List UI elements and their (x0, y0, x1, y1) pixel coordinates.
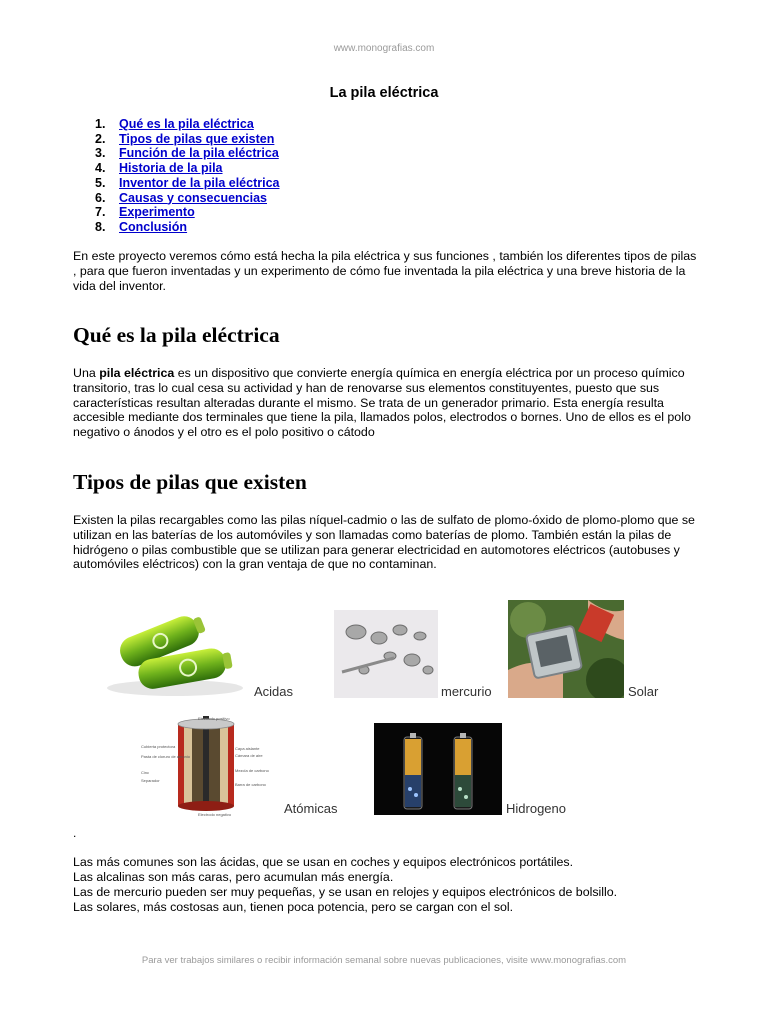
toc-number: 5. (95, 175, 106, 190)
toc-number: 7. (95, 205, 106, 220)
section-heading-que-es: Qué es la pila eléctrica (73, 323, 280, 347)
site-header: www.monografias.com (333, 43, 435, 54)
bold-term: pila eléctrica (99, 366, 175, 380)
intro-paragraph: En este proyecto veremos cómo está hecha la pila eléctrica y sus funciones , también los diferentes tipos de pilas , para que fueron inventadas y un experimento de cómo fue inventada la pila eléctrica y una breve historia de la vida del inventor. (73, 249, 697, 293)
section-paragraph-tipos: Existen la pilas recargables como las pilas níquel-cadmio o las de sulfato de plomo-óxido de plomo-plomo que se utilizan en las baterías de los automóviles y son llamadas como baterías de plomo. También están la pilas de hidrógeno o pilas combustible que se utilizan para generar electricidad en automotores eléctricos (autobuses y automóviles eléctricos) con la gran ventaja de que no contaminan. (73, 513, 695, 572)
toc-number: 3. (95, 146, 106, 161)
toc-number: 4. (95, 161, 106, 176)
toc-link[interactable]: Causas y consecuencias (119, 190, 267, 205)
toc-number: 8. (95, 219, 106, 234)
diagram-label: Cámara de aire (235, 753, 263, 758)
section-paragraph-que-es (73, 366, 703, 440)
diagram-label: Electrodo negativo (198, 812, 232, 817)
toc-link[interactable]: Tipos de pilas que existen (119, 131, 275, 146)
toc-item (95, 146, 279, 161)
toc-item (95, 220, 279, 235)
toc-link[interactable]: Función de la pila eléctrica (119, 146, 279, 161)
toc-item (95, 205, 279, 220)
mercury-batteries-image (334, 610, 438, 698)
toc-item (95, 117, 279, 132)
caption-mercurio: mercurio (441, 684, 492, 699)
toc-item (95, 191, 279, 206)
document-title: La pila eléctrica (329, 85, 439, 101)
toc-number: 1. (95, 117, 106, 131)
toc-link[interactable]: Inventor de la pila eléctrica (119, 175, 280, 190)
diagram-label: Mezcla de carbono (235, 768, 269, 773)
paragraph-text: es un dispositivo que convierte energía química en energía eléctrica por un proceso químico transitorio, tras lo cual cesa su actividad y han de renovarse sus elementos constituyentes, puesto que sus características resultan alteradas durante el mismo. Se trata de un generador primario. Esta energía resulta accesible mediante dos terminales que tiene la pila, llamados polos, electrodos o bornes. Uno de ellos es el polo negativo o ánodos y el otro es el polo positivo o cátodo (73, 366, 691, 440)
summary-line: Las alcalinas son más caras, pero acumulan más energía. (73, 870, 394, 884)
toc-item (95, 132, 279, 147)
stray-dot: . (73, 826, 77, 840)
acid-batteries-image (100, 600, 246, 700)
diagram-label: Pasta de cloruro de amonio (141, 754, 190, 759)
diagram-label: Capa aislante (235, 746, 260, 751)
toc-number: 2. (95, 131, 106, 146)
solar-device-image (508, 600, 624, 698)
hydrogen-batteries-image (374, 723, 502, 815)
diagram-label: Cinc (141, 770, 150, 775)
caption-acidas: Acidas (254, 684, 294, 699)
caption-atomicas: Atómicas (284, 801, 338, 816)
toc-number: 6. (95, 190, 106, 205)
toc-link[interactable]: Conclusión (119, 219, 188, 234)
paragraph-text: Una (73, 366, 100, 380)
toc-link[interactable]: Qué es la pila eléctrica (119, 117, 254, 131)
toc-item (95, 161, 279, 176)
page-footer: Para ver trabajos similares o recibir información semanal sobre nuevas publicaciones, visite www.monografias.com (141, 955, 627, 966)
toc-link[interactable]: Experimento (119, 205, 195, 220)
battery-diagram-image (140, 712, 280, 816)
toc-item (95, 176, 279, 191)
section-heading-tipos: Tipos de pilas que existen (73, 470, 307, 494)
summary-lines (73, 855, 617, 915)
summary-line: Las más comunes son las ácidas, que se usan en coches y equipos electrónicos portátiles. (73, 855, 574, 869)
diagram-label: Barra de carbono (235, 782, 266, 787)
summary-line: Las solares, más costosas aun, tienen poca potencia, pero se cargan con el sol. (73, 900, 514, 914)
caption-solar: Solar (628, 684, 659, 699)
summary-line: Las de mercurio pueden ser muy pequeñas, y se usan en relojes y equipos electrónicos de bolsillo. (73, 885, 618, 899)
diagram-label: Separador (141, 778, 160, 783)
caption-hidrogeno: Hidrogeno (506, 801, 566, 816)
table-of-contents (95, 117, 279, 235)
toc-link[interactable]: Historia de la pila (119, 161, 223, 176)
diagram-label: Cubierta protectora (141, 744, 176, 749)
diagram-label: Electrodo positivo (198, 716, 230, 721)
